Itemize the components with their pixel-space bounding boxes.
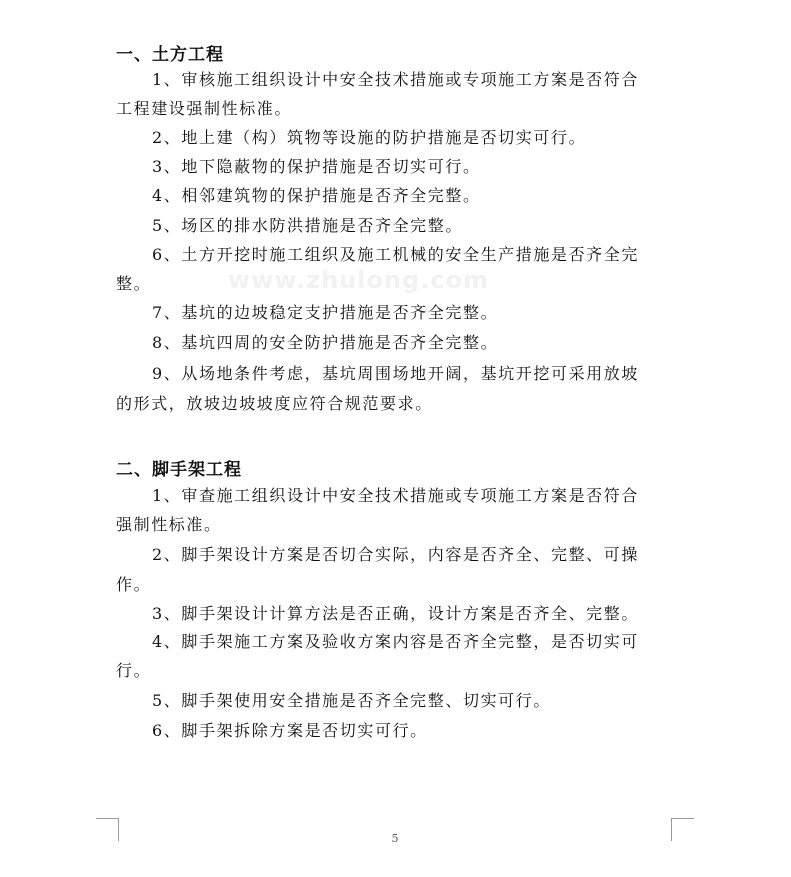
paragraph-line: 2、脚手架设计方案是否切合实际，内容是否齐全、完整、可操 xyxy=(152,545,639,564)
watermark: www.zhulong.com xyxy=(228,266,490,294)
paragraph-line: 强制性标准。 xyxy=(116,515,222,534)
paragraph-line: 5、场区的排水防洪措施是否齐全完整。 xyxy=(152,216,463,235)
paragraph-line: 4、脚手架施工方案及验收方案内容是否齐全完整，是否切实可 xyxy=(152,632,639,651)
paragraph-line: 7、基坑的边坡稳定支护措施是否齐全完整。 xyxy=(152,303,499,322)
page-number: 5 xyxy=(391,832,399,845)
paragraph-line: 3、地下隐蔽物的保护措施是否切实可行。 xyxy=(152,157,481,176)
paragraph-line: 5、脚手架使用安全措施是否齐全完整、切实可行。 xyxy=(152,691,551,710)
paragraph-line: 整。 xyxy=(116,274,152,293)
paragraph-line: 行。 xyxy=(116,661,152,680)
section-heading-earthwork: 一、土方工程 xyxy=(116,45,224,65)
margin-corner-mark-left xyxy=(96,818,119,841)
paragraph-line: 4、相邻建筑物的保护措施是否齐全完整。 xyxy=(152,186,481,205)
margin-corner-mark-right xyxy=(671,818,694,841)
paragraph-line: 1、审核施工组织设计中安全技术措施或专项施工方案是否符合 xyxy=(152,70,639,89)
paragraph-line: 6、脚手架拆除方案是否切实可行。 xyxy=(152,721,428,740)
paragraph-line: 2、地上建（构）筑物等设施的防护措施是否切实可行。 xyxy=(152,128,587,147)
paragraph-line: 8、基坑四周的安全防护措施是否齐全完整。 xyxy=(152,333,499,352)
paragraph-line: 3、脚手架设计计算方法是否正确，设计方案是否齐全、完整。 xyxy=(152,604,639,623)
paragraph-line: 作。 xyxy=(116,575,152,594)
paragraph-line: 工程建设强制性标准。 xyxy=(116,99,293,118)
paragraph-line: 6、土方开挖时施工组织及施工机械的安全生产措施是否齐全完 xyxy=(152,245,639,264)
section-heading-scaffolding: 二、脚手架工程 xyxy=(116,460,242,480)
paragraph-line: 的形式，放坡边坡坡度应符合规范要求。 xyxy=(116,394,433,413)
paragraph-line: 9、从场地条件考虑，基坑周围场地开阔，基坑开挖可采用放坡 xyxy=(152,364,639,383)
paragraph-line: 1、审查施工组织设计中安全技术措施或专项施工方案是否符合 xyxy=(152,486,639,505)
